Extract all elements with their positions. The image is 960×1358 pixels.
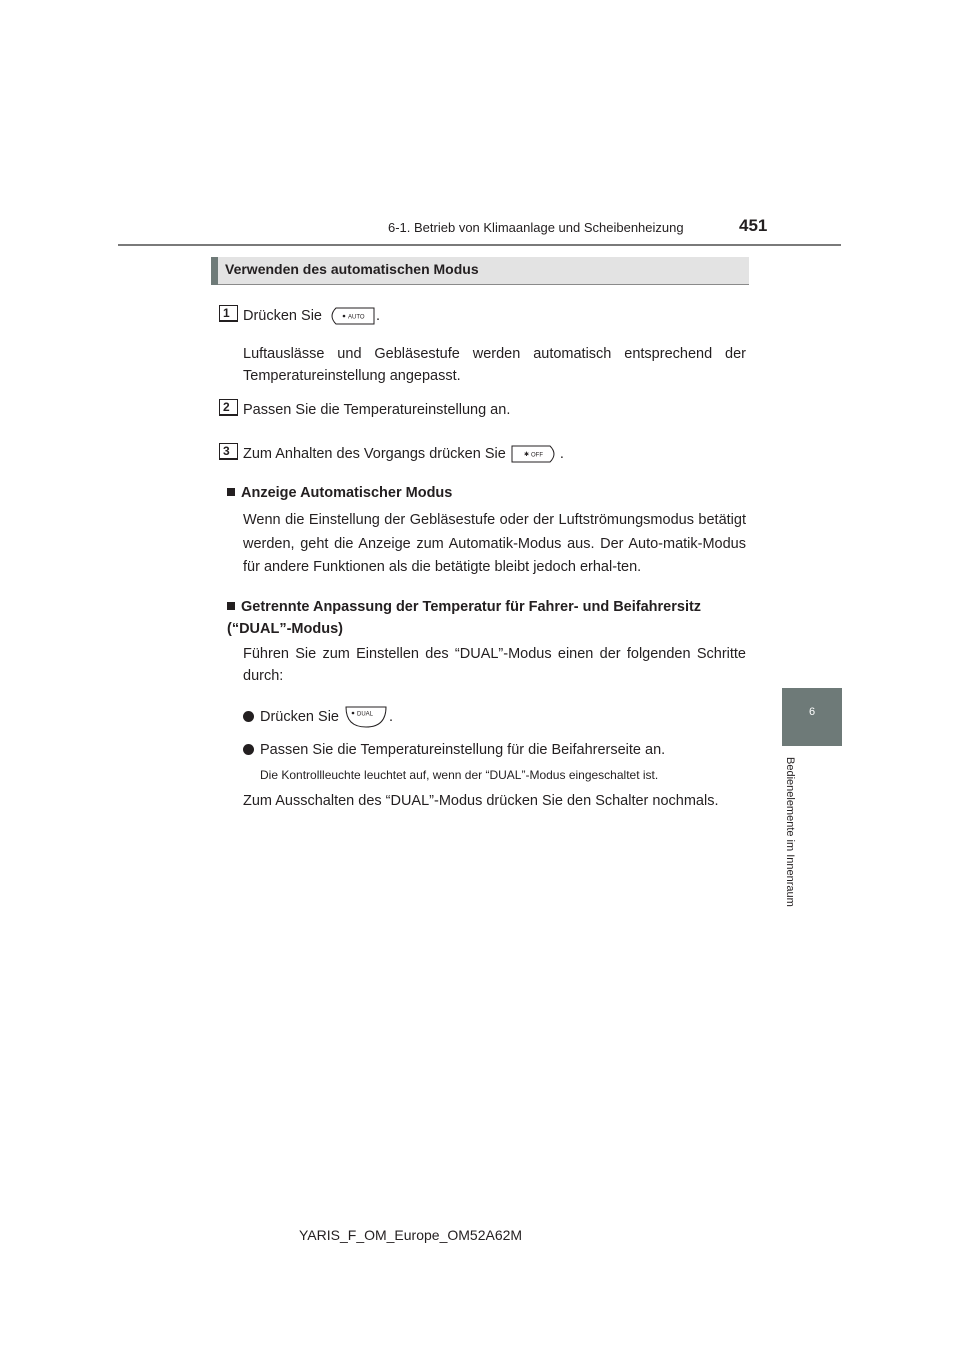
dual-option-2-text: Passen Sie die Temperatureinstellung für die Beifahrerseite an. bbox=[260, 742, 666, 758]
running-header: 6-1. Betrieb von Klimaanlage und Scheibenheizung bbox=[388, 220, 684, 235]
dual-option-1-period: . bbox=[389, 708, 394, 725]
step-1-note: Luftauslässe und Gebläsestufe werden automatisch entsprechend der Temperatureinstellung angepasst. bbox=[243, 346, 746, 384]
round-bullet-icon bbox=[243, 711, 254, 722]
step-1-text: Drücken Sie bbox=[243, 308, 322, 324]
footer-code: YARIS_F_OM_Europe_OM52A62M bbox=[299, 1227, 523, 1243]
auto-indicator-heading-line bbox=[227, 482, 452, 504]
dual-note: Die Kontrollleuchte leuchtet auf, wenn der “DUAL”-Modus eingeschaltet ist. bbox=[260, 768, 659, 782]
auto-indicator-body: Wenn die Einstellung der Gebläsestufe oder der Luftströmungsmodus betätigt werden, geht die Anzeige zum Automatik-Modus aus. Der Auto-matik-Modus für andere Funktionen als die betätigte bleibt jedoch erhal-ten. bbox=[243, 512, 746, 575]
auto-button-icon bbox=[326, 306, 376, 326]
off-button-label: OFF bbox=[530, 452, 543, 459]
step-1-line bbox=[243, 305, 380, 327]
header-rule bbox=[118, 244, 841, 246]
dual-option-1-text: Drücken Sie bbox=[260, 708, 339, 725]
dual-option-2 bbox=[243, 739, 665, 761]
step-number-2: 2 bbox=[219, 399, 238, 416]
section-title: Verwenden des automatischen Modus bbox=[225, 261, 479, 277]
dual-option-1 bbox=[243, 705, 393, 729]
step-2-text: Passen Sie die Temperatureinstellung an. bbox=[243, 402, 511, 418]
dual-off-text: Zum Ausschalten des “DUAL”-Modus drücken Sie den Schalter nochmals. bbox=[243, 793, 719, 809]
step-3-line bbox=[243, 443, 564, 465]
dual-button-icon bbox=[343, 705, 389, 729]
chapter-label: Bedienelemente im Innenraum bbox=[784, 757, 796, 907]
chapter-label-container bbox=[780, 757, 810, 937]
square-bullet-icon bbox=[227, 602, 235, 610]
off-button-icon bbox=[510, 444, 560, 464]
chapter-number: 6 bbox=[808, 706, 816, 718]
dual-intro: Führen Sie zum Einstellen des “DUAL”-Modus einen der folgenden Schritte durch: bbox=[243, 646, 746, 684]
auto-indicator-heading: Anzeige Automatischer Modus bbox=[241, 485, 453, 501]
dual-heading: Getrennte Anpassung der Temperatur für Fahrer- und Beifahrersitz (“DUAL”-Modus) bbox=[227, 599, 702, 637]
dual-button-label: DUAL bbox=[357, 711, 374, 718]
round-bullet-icon bbox=[243, 744, 254, 755]
step-number-1: 1 bbox=[219, 305, 238, 322]
fan-glyph: ✱ bbox=[523, 452, 529, 459]
step-3-period: . bbox=[559, 446, 564, 462]
page-number: 451 bbox=[739, 216, 768, 235]
section-bar-accent bbox=[211, 257, 218, 285]
step-number-3: 3 bbox=[219, 443, 238, 460]
square-bullet-icon bbox=[227, 488, 235, 496]
dual-heading-line bbox=[227, 596, 746, 640]
step-3-text: Zum Anhalten des Vorgangs drücken Sie bbox=[243, 446, 506, 462]
step-1-period: . bbox=[376, 308, 381, 324]
auto-button-label: AUTO bbox=[348, 314, 365, 321]
